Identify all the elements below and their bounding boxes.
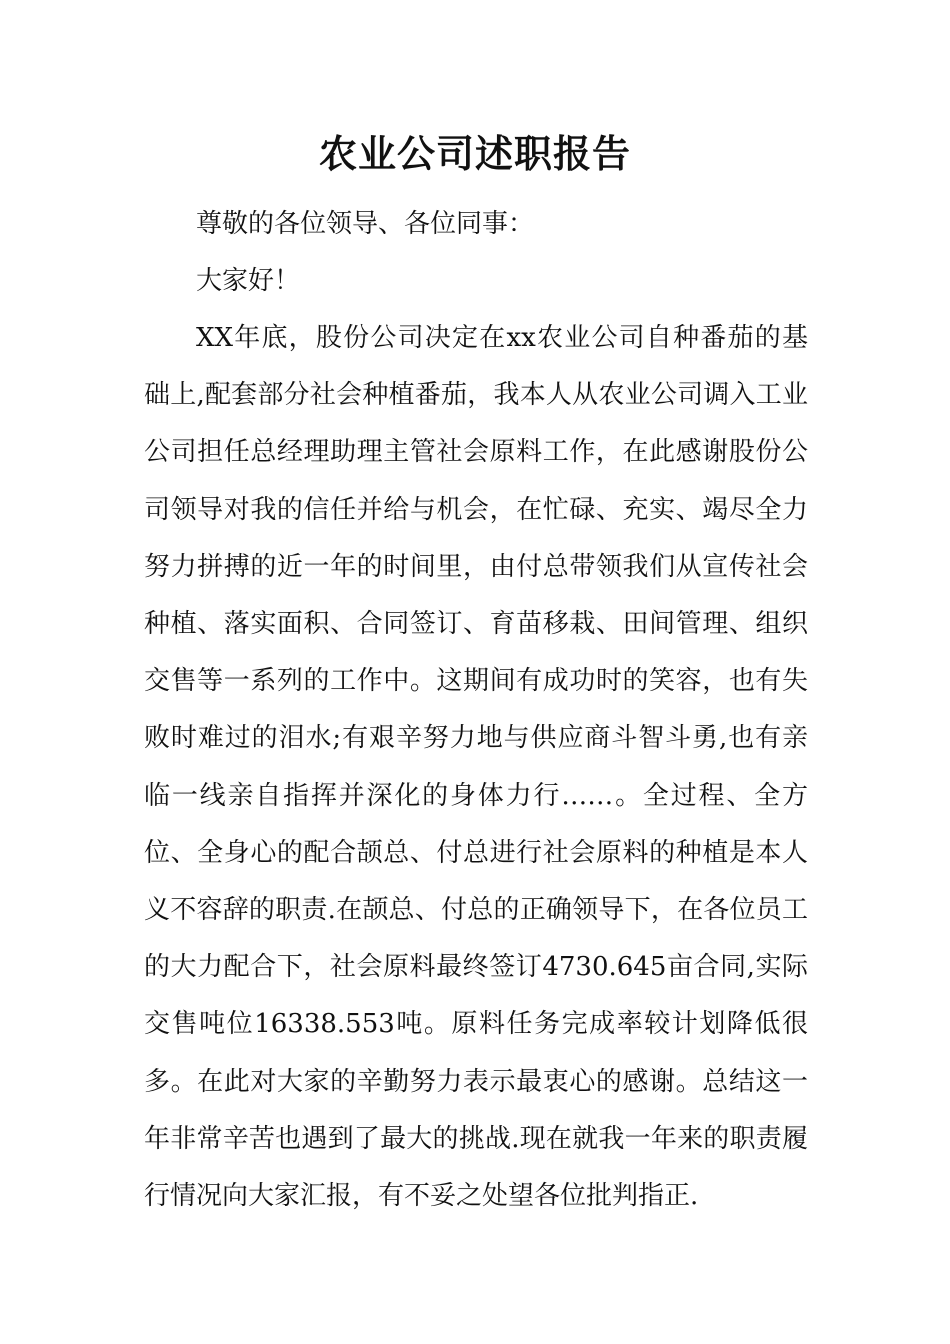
greeting-paragraph: 大家好！ xyxy=(196,266,301,296)
body-paragraph: XX年底，股份公司决定在xx农业公司自种番茄的基础上,配套部分社会种植番茄，我本人从农业公司调入工业公司担任总经理助理主管社会原料工作，在此感谢股份公司领导对我的信任并给与机会，在忙碌、充实、竭尽全力努力拼搏的近一年的时间里，由付总带领我们从宣传社会种植、落实面积、合同签订、育苗移栽、田间管理、组织交售等一系列的工作中。这期间有成功时的笑容，也有失败时难过的泪水;有艰辛努力地与供应商斗智斗勇,也有亲临一线亲自指挥并深化的身体力行……。全过程、全方位、全身心的配合颉总、付总进行社会原料的种植是本人义不容辞的职责.在颉总、付总的正确领导下，在各位员工的大力配合下，社会原料最终签订4730.645亩合同,实际交售吨位16338.553吨。原料任务完成率较计划降低很多。在此对大家的辛勤努力表示最衷心的感谢。总结这一年非常辛苦也遇到了最大的挑战.现在就我一年来的职责履行情况向大家汇报，有不妥之处望各位批判指正. xyxy=(144,323,808,1212)
document-title: 农业公司述职报告 xyxy=(318,131,631,176)
salutation-paragraph: 尊敬的各位领导、各位同事： xyxy=(196,209,535,239)
